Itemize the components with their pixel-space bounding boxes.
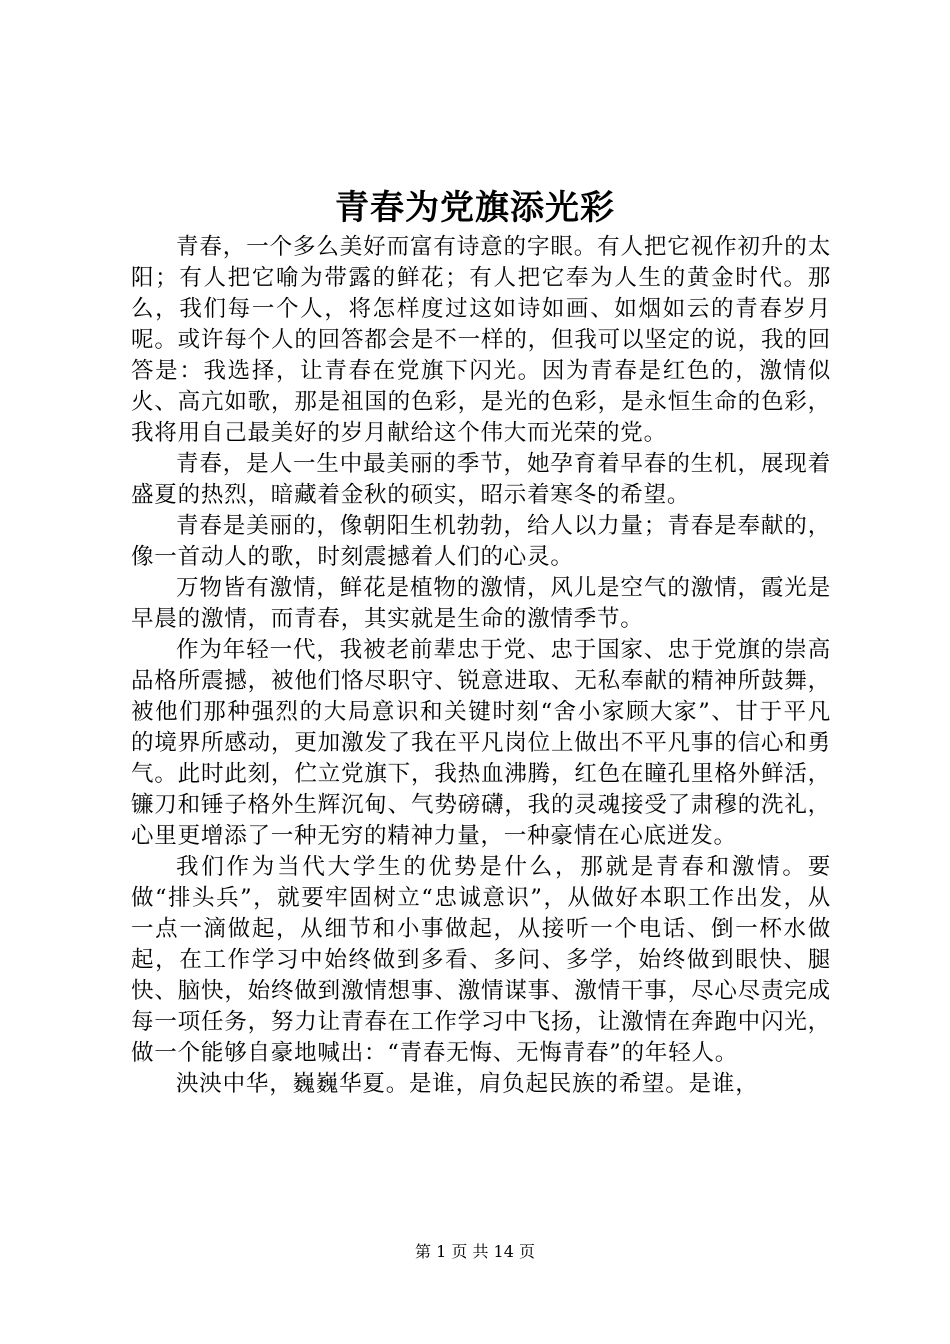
- paragraph: 作为年轻一代，我被老前辈忠于党、忠于国家、忠于党旗的崇高品格所震撼，被他们恪尽职守、锐意进取、无私奉献的精神所鼓舞，被他们那种强烈的大局意识和关键时刻“舍小家顾大家”、甘于平凡的境界所感动，更加激发了我在平凡岗位上做出不平凡事的信心和勇气。此时此刻，伫立党旗下，我热血沸腾，红色在瞳孔里格外鲜活，镰刀和锤子格外生辉沉甸、气势磅礴，我的灵魂接受了肃穆的洗礼，心里更增添了一种无穷的精神力量，一种豪情在心底迸发。: [131, 637, 831, 849]
- paragraph: 我们作为当代大学生的优势是什么，那就是青春和激情。要做“排头兵”，就要牢固树立“忠诚意识”，从做好本职工作出发，从一点一滴做起，从细节和小事做起，从接听一个电话、倒一杯水做起，在工作学习中始终做到多看、多问、多学，始终做到眼快、腿快、脑快，始终做到激情想事、激情谋事、激情干事，尽心尽责完成每一项任务，努力让青春在工作学习中飞扬，让激情在奔跑中闪光，做一个能够自豪地喊出：“青春无悔、无悔青春”的年轻人。: [131, 854, 831, 1066]
- paragraph: 青春是美丽的，像朝阳生机勃勃，给人以力量；青春是奉献的，像一首动人的歌，时刻震撼着人们的心灵。: [131, 513, 831, 570]
- document-body: [131, 232, 831, 1100]
- paragraph: 青春，一个多么美好而富有诗意的字眼。有人把它视作初升的太阳；有人把它喻为带露的鲜花；有人把它奉为人生的黄金时代。那么，我们每一个人，将怎样度过这如诗如画、如烟如云的青春岁月呢。或许每个人的回答都会是不一样的，但我可以坚定的说，我的回答是：我选择，让青春在党旗下闪光。因为青春是红色的，激情似火、高亢如歌，那是祖国的色彩，是光的色彩，是永恒生命的色彩，我将用自己最美好的岁月献给这个伟大而光荣的党。: [131, 234, 831, 446]
- paragraph: 万物皆有激情，鲜花是植物的激情，风儿是空气的激情，霞光是早晨的激情，而青春，其实就是生命的激情季节。: [131, 575, 831, 632]
- paragraph: 泱泱中华，巍巍华夏。是谁，肩负起民族的希望。是谁，: [176, 1071, 759, 1097]
- paragraph: 青春，是人一生中最美丽的季节，她孕育着早春的生机，展现着盛夏的热烈，暗藏着金秋的硕实，昭示着寒冬的希望。: [131, 451, 831, 508]
- page-number-footer: 第 1 页 共 14 页: [415, 1242, 535, 1261]
- document-title: 青春为党旗添光彩: [335, 188, 615, 228]
